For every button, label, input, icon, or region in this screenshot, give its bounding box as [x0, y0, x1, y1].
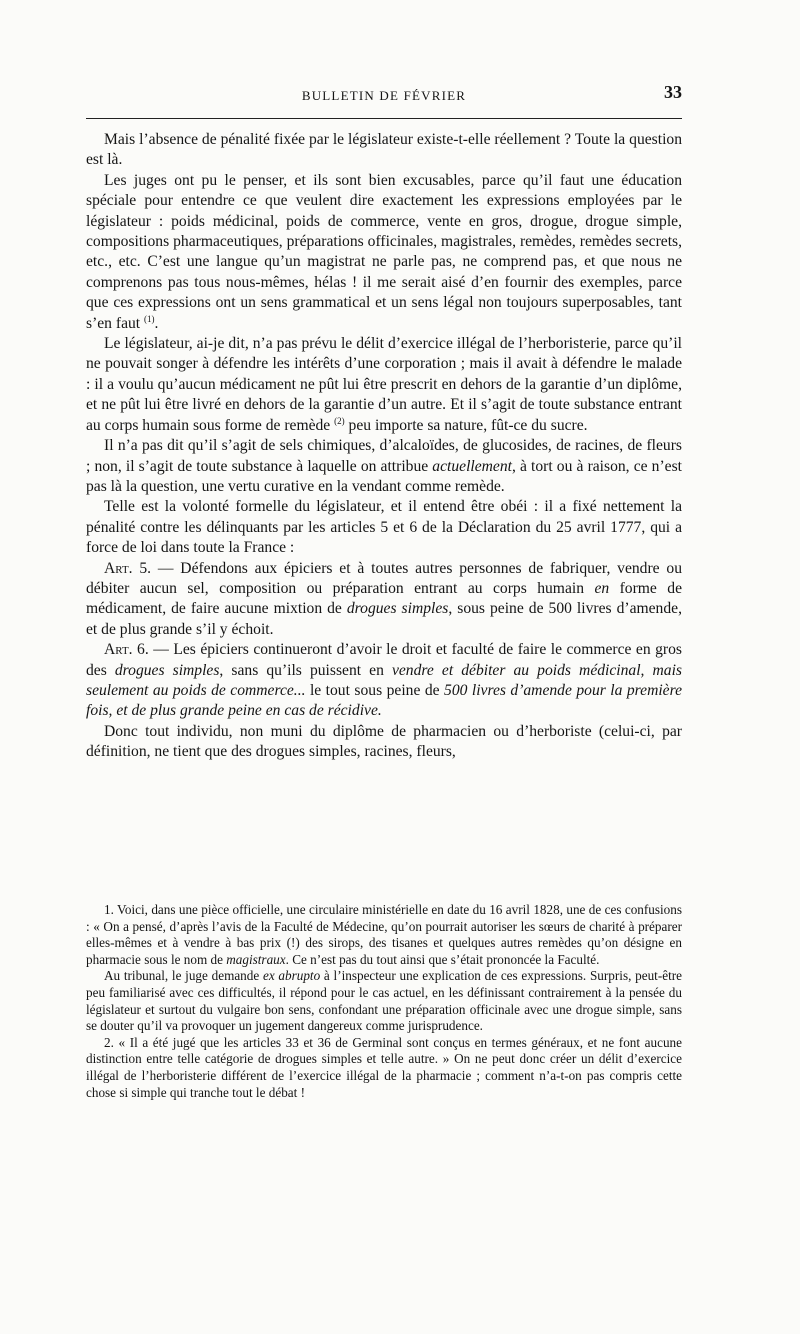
paragraph: Telle est la volonté formelle du législateur, et il entend être obéi : il a fixé nettement la pénalité contre les délinquants par les articles 5 et 6 de la Déclaration du 25 avril 1777, qui a force de loi dans toute la France : — [86, 498, 682, 557]
article-label: Art. 6. — [104, 641, 149, 659]
paragraph: Donc tout individu, non muni du diplôme de pharmacien ou d’herboriste (celui-ci, par définition, ne tient que des drogues simples, racines, fleurs, — [86, 722, 682, 761]
article-6: Art. 6. — Les épiciers continueront d’avoir le droit et faculté de faire le commerce en gros des drogues simples, sans qu’ils puissent en vendre et débiter au poids médicinal, mais seulement au poids de commerce... le tout sous peine de 500 livres d’amende pour la première fois, et de plus grande peine en cas de récidive. — [86, 641, 682, 720]
footnote-ref: (1) — [144, 313, 155, 324]
main-text — [86, 130, 682, 763]
page-number: 33 — [664, 82, 682, 102]
article-label: Art. 5. — [104, 559, 152, 577]
paragraph: Les juges ont pu le penser, et ils sont bien excusables, parce qu’il faut une éducation spéciale pour entendre ce que veulent dire exactement les expressions employées par le législateur : poids médicinal, poids de commerce, vente en gros, drogue, drogue simple, compositions pharmaceutiques, préparations officinales, magistrales, remèdes, remèdes secrets, etc., etc. C’est une langue qu’un magistrat ne parle pas, ne comprend pas, et que nous ne comprenons pas tous nous-mêmes, hélas ! il me serait aisé d’en fournir des exemples, parce que ces expressions ont un sens grammatical et un sens légal non toujours superposables, tant s’en faut $^{(1)}$. — [86, 171, 682, 332]
footnote-2: 2. « Il a été jugé que les articles 33 et 36 de Germinal sont conçus en termes généraux, et ne font aucune distinction entre telle catégorie de drogues simples et telle autre. » On ne peut donc créer un délit d’exercice illégal de l’herboristerie différent de l’exercice illégal de la pharmacie ; comment n’a-t-on pas compris cette chose si simple qui tranche tout le débat ! — [86, 1034, 682, 1100]
footnote-1: 1. Voici, dans une pièce officielle, une circulaire ministérielle en date du 16 avril 1828, une de ces confusions : « On a pensé, d’après l’avis de la Faculté de Médecine, qu’on pourrait autoriser les sœurs de charité à préparer elles-mêmes et à vendre à bas prix (!) des sirops, des tisanes et quelques autres remèdes qu’on désigne en pharmacie sous le nom de magistraux. Ce n’est pas du tout ainsi que s’était prononcée la Faculté. — [86, 902, 682, 967]
footnote-1-continued: Au tribunal, le juge demande ex abrupto à l’inspecteur une explication de ces expressions. Surpris, peut-être peu familiarisé avec ces difficultés, il répond pour le cas actuel, en les définissant contrairement à la pensée du législateur et surtout du vulgaire bon sens, confondant une préparation officinale avec une drogue simple, sans se douter qu’il va provoquer un jugement dangereux comme jurisprudence. — [86, 968, 682, 1034]
paragraph: Mais l’absence de pénalité fixée par le législateur existe-t-elle réellement ? Toute la question est là. — [86, 131, 682, 169]
footnotes — [86, 902, 682, 1101]
paragraph: Le législateur, ai-je dit, n’a pas prévu le délit d’exercice illégal de l’herboristerie, parce qu’il ne pouvait songer à défendre les intérêts d’une corporation ; mais il avait à défendre le malade : il a voulu qu’aucun médicament ne pût lui être prescrit en dehors de la garantie d’un diplôme, et ne pût lui être livré en dehors de la garantie d’un autre. Et il s’agit de toute substance entrant au corps humain sous forme de remède $^{(2)}$ peu importe sa nature, fût-ce du sucre. — [86, 335, 682, 434]
article-5: Art. 5. — Défendons aux épiciers et à toutes autres personnes de fabriquer, vendre ou débiter aucun sel, composition ou préparation entrant au corps humain en forme de médicament, de faire aucune mixtion de drogues simples, sous peine de 500 livres d’amende, et de plus grande s’il y échoit. — [86, 559, 683, 638]
header-rule — [86, 118, 682, 119]
page-header — [86, 82, 682, 104]
running-title: BULLETIN DE FÉVRIER — [301, 88, 467, 103]
paragraph: Il n’a pas dit qu’il s’agit de sels chimiques, d’alcaloïdes, de glucosides, de racines, de fleurs ; non, il s’agit de toute substance à laquelle on attribue actuellement, à tort ou à raison, ce n’est pas là la question, une vertu curative en la vendant comme remède. — [86, 437, 682, 495]
footnote-ref: (2) — [334, 415, 345, 426]
